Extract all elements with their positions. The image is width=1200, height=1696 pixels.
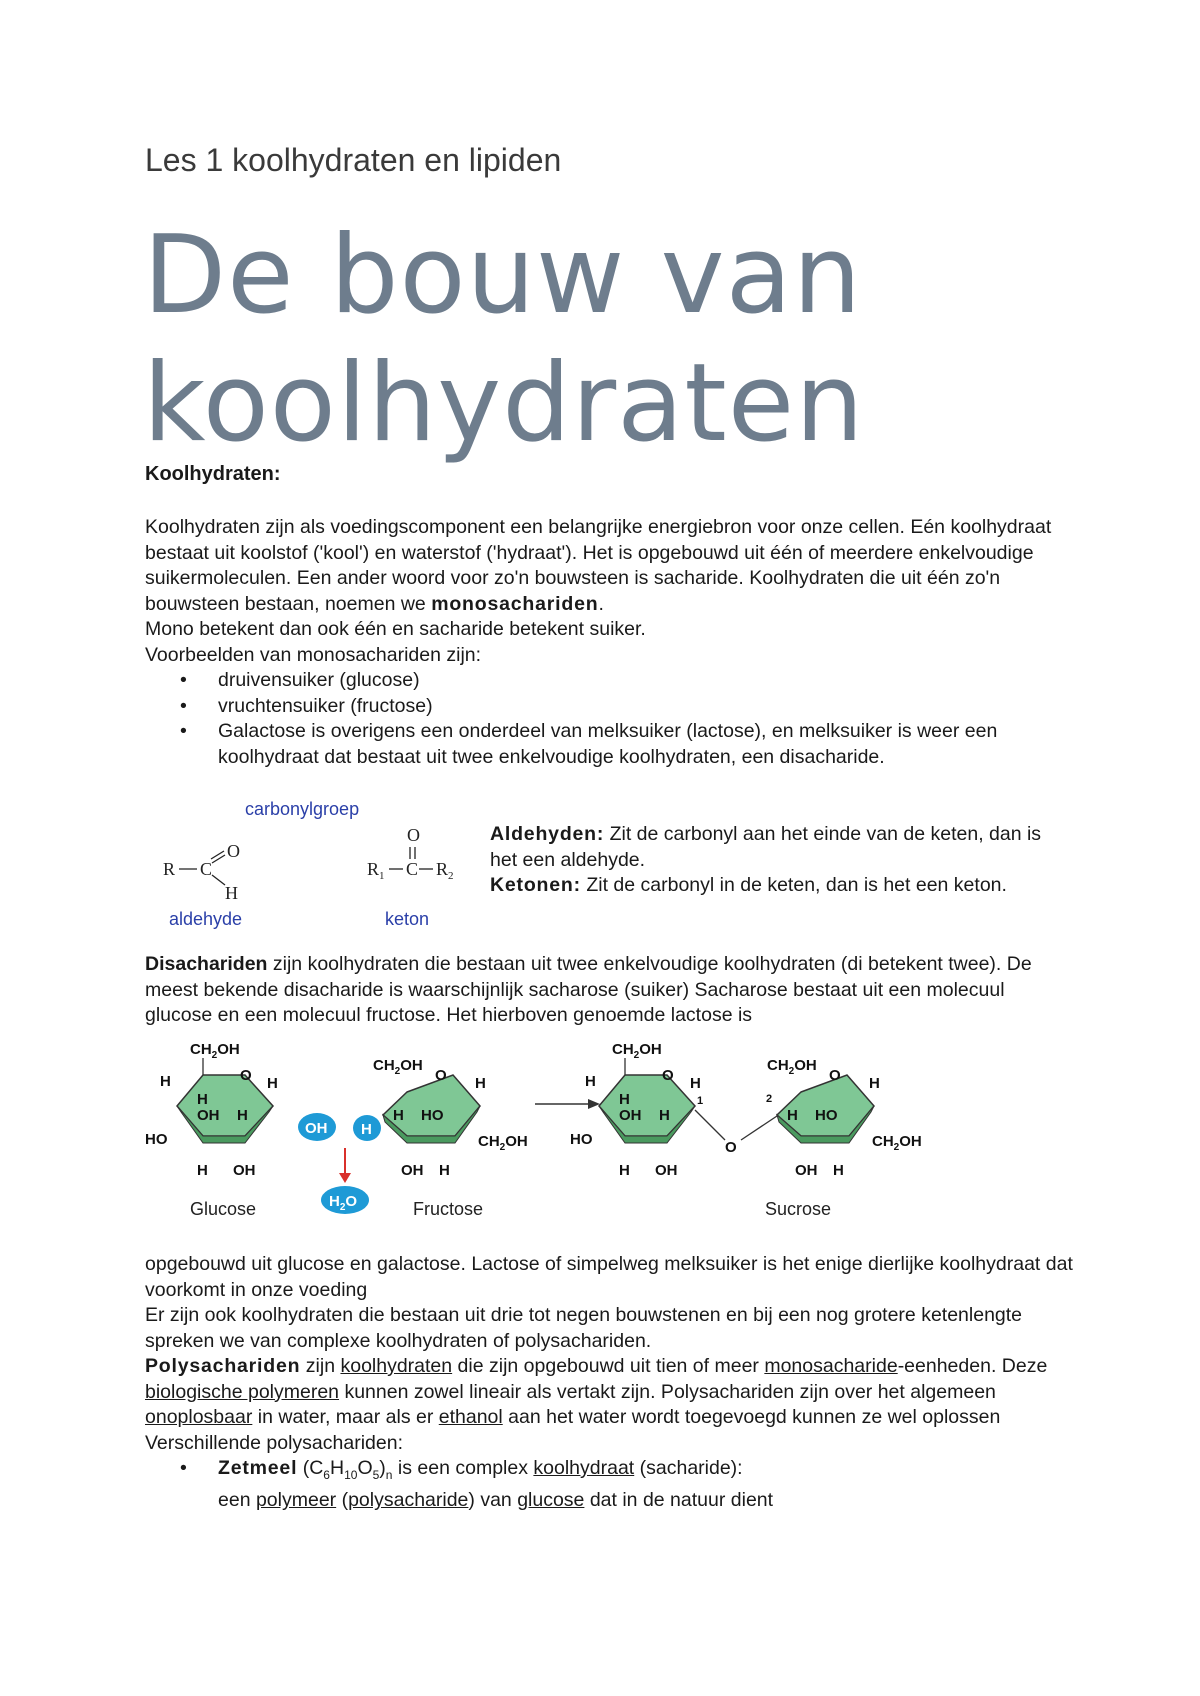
list-item: • Galactose is overigens een onderdeel van melksuiker (lactose), en melksuiker is weer een koolhydraat dat bestaat uit twee enkelvoudige koolhydraten, een disacharide. <box>145 719 1075 770</box>
page-title-line-1: De bouw van <box>143 213 863 338</box>
ketone-label: keton <box>385 909 430 929</box>
link-polymeer[interactable]: polymeer <box>255 1489 337 1512</box>
ketone-c: C <box>406 859 419 879</box>
ketone-definition <box>490 873 1070 899</box>
fructose-h: H <box>393 1107 404 1124</box>
list-item: • vruchtensuiker (fructose) <box>145 694 1075 720</box>
fructose-h: H <box>439 1162 450 1179</box>
glucose-oh: OH <box>233 1162 256 1179</box>
list-item: • druivensuiker (glucose) <box>145 668 1075 694</box>
sucrose-oh: OH <box>619 1107 642 1124</box>
fructose-molecule <box>373 1057 528 1219</box>
page-title-line-2: koolhydraten <box>143 341 865 466</box>
lesson-title: Les 1 koolhydraten en lipiden <box>145 142 562 178</box>
glucose-h: H <box>197 1091 208 1108</box>
intro-paragraph <box>145 515 1075 617</box>
zetmeel-term: Zetmeel <box>218 1457 298 1479</box>
oligosaccharide-paragraph: Er zijn ook koolhydraten die bestaan uit drie tot negen bouwstenen en bij een nog grotere ketenlengte spreken we van complexe koolhydraten of polysachariden. <box>145 1304 1023 1352</box>
polysachariden-term: Polysachariden <box>145 1355 301 1377</box>
sucrose-oh: OH <box>795 1162 818 1179</box>
intro-block <box>145 515 1075 770</box>
sucrose-h: H <box>833 1162 844 1179</box>
disachariden-term: Disachariden <box>145 953 268 975</box>
fructose-ch2oh: $CH_2OH$ <box>373 1057 423 1077</box>
monosachariden-term: monosachariden <box>431 592 599 615</box>
mono-meaning: Mono betekent dan ook één en sacharide betekent suiker. <box>145 618 646 640</box>
sucrose-ho: HO <box>570 1131 593 1148</box>
aldehyde-definition <box>490 822 1070 873</box>
glucose-h: H <box>237 1107 248 1124</box>
carbonyl-figure <box>145 795 485 935</box>
disaccharide-paragraph <box>145 952 1075 1029</box>
link-biologische-polymeren[interactable]: biologische polymeren <box>145 1380 340 1403</box>
glucose-ch2oh: $CH_2OH$ <box>190 1041 240 1061</box>
sucrose-h: H <box>869 1075 880 1092</box>
sucrose-molecule <box>570 1041 922 1219</box>
intro-text-end: . <box>598 592 604 615</box>
section-heading: Koolhydraten: <box>145 463 281 485</box>
h-badge-label: H <box>361 1121 372 1138</box>
aldehyde-c: C <box>200 859 213 879</box>
glucose-o: O <box>240 1067 252 1084</box>
fructose-oh: OH <box>401 1162 424 1179</box>
ketone-desc: Zit de carbonyl in de keten, dan is het een keton. <box>580 874 1007 896</box>
glycosidic-o: O <box>725 1139 737 1156</box>
fructose-label: Fructose <box>413 1199 484 1219</box>
glucose-h: H <box>267 1075 278 1092</box>
ketone-r2: $R_2$ <box>436 859 454 882</box>
polysaccharide-paragraph: Polysachariden zijn koolhydraten die zijn opgebouwd uit tien of meer monosacharide-eenheden. Deze biologische polymeren kunnen zowel lineair als vertakt zijn. Polysachariden zijn over het algemeen onoplosbaar in water, maar als er ethanol aan het water wordt toegevoegd kunnen ze wel oplossen <box>145 1355 1048 1428</box>
sucrose-oh: OH <box>655 1162 678 1179</box>
polysaccharide-list <box>145 1456 1075 1514</box>
aldehyde-o: O <box>227 841 240 861</box>
fructose-ho: HO <box>421 1107 444 1124</box>
polysaccharide-block <box>145 1252 1075 1514</box>
list-item: • Zetmeel $(C_6H_{10}O_5)_n$ is een complex koolhydraat (sacharide): een polymeer (polysacharide) van glucose dat in de natuur dient <box>145 1456 1075 1514</box>
sucrose-o: O <box>662 1067 674 1084</box>
aldehyde-term: Aldehyden: <box>490 823 605 845</box>
sucrose-ho: HO <box>815 1107 838 1124</box>
link-koolhydraat[interactable]: koolhydraat <box>533 1457 635 1479</box>
sucrose-h: H <box>585 1073 596 1090</box>
fructose-h: H <box>475 1075 486 1092</box>
ketone-r1: $R_1$ <box>367 859 385 882</box>
glucose-ho: HO <box>145 1131 168 1148</box>
link-polysacharide[interactable]: polysacharide <box>348 1489 469 1512</box>
arrow-down-icon <box>339 1173 351 1183</box>
arrow-right-icon <box>588 1099 600 1109</box>
water-badge-label: $H_2O$ <box>329 1193 358 1213</box>
glucose-h: H <box>197 1162 208 1179</box>
link-onoplosbaar[interactable]: onoplosbaar <box>145 1406 253 1428</box>
fructose-ch2oh: $CH_2OH$ <box>478 1133 528 1153</box>
glucose-label: Glucose <box>190 1199 257 1219</box>
aldehyde-r: R <box>163 859 176 879</box>
glucose-molecule <box>145 1041 278 1219</box>
sucrose-ch2oh: $CH_2OH$ <box>612 1041 662 1061</box>
link-number-1: 1 <box>697 1095 704 1107</box>
fructose-o: O <box>435 1067 447 1084</box>
examples-intro: Voorbeelden van monosachariden zijn: <box>145 643 482 666</box>
intro-text: Koolhydraten zijn als voedingscomponent een belangrijke energiebron voor onze cellen. Eén koolhydraat bestaat uit koolstof ('kool') en waterstof ('hydraat'). Het is opgebouwd uit één of meerdere enkelvoudige suikermoleculen. Een ander woord voor zo'n bouwsteen is sacharide. Koolhydraten die uit één zo'n bouwsteen bestaan, noemen we <box>145 516 1052 615</box>
sucrose-h: H <box>690 1075 701 1092</box>
sucrose-h: H <box>619 1091 630 1108</box>
lactose-paragraph: opgebouwd uit glucose en galactose. Lactose of simpelweg melksuiker is het enige dierlijke koolhydraat dat voorkomt in onze voeding <box>145 1253 1073 1301</box>
link-ethanol[interactable]: ethanol <box>438 1406 503 1428</box>
link-glucose[interactable]: glucose <box>517 1489 585 1512</box>
aldehyde-h: H <box>225 883 238 903</box>
aldehyde-label: aldehyde <box>169 909 243 929</box>
sucrose-reaction-figure <box>145 1040 1075 1240</box>
sucrose-label: Sucrose <box>765 1199 832 1219</box>
link-monosacharide[interactable]: monosacharide <box>764 1355 898 1377</box>
link-koolhydraten[interactable]: koolhydraten <box>340 1355 453 1377</box>
sucrose-o: O <box>829 1067 841 1084</box>
carbonyl-group-label: carbonylgroep <box>245 799 360 819</box>
sucrose-h: H <box>619 1162 630 1179</box>
sucrose-ch2oh: $CH_2OH$ <box>872 1133 922 1153</box>
aldehyde-desc: Zit de carbonyl aan het einde van de keten, dan is het een aldehyde. <box>490 823 1042 871</box>
mono-example-list <box>145 668 1075 770</box>
sucrose-h: H <box>659 1107 670 1124</box>
glucose-h: H <box>160 1073 171 1090</box>
carbonyl-explanation <box>490 822 1070 899</box>
oh-badge-label: OH <box>305 1120 328 1137</box>
polysaccharide-list-intro: Verschillende polysachariden: <box>145 1431 403 1454</box>
sucrose-ch2oh: $CH_2OH$ <box>767 1057 817 1077</box>
sucrose-h: H <box>787 1107 798 1124</box>
page-title <box>143 212 865 468</box>
ketone-o: O <box>407 825 420 845</box>
ketone-term: Ketonen: <box>490 874 581 896</box>
glucose-oh: OH <box>197 1107 220 1124</box>
link-number-2: 2 <box>766 1093 773 1105</box>
disaccharide-text: zijn koolhydraten die bestaan uit twee enkelvoudige koolhydraten (di betekent twee). De meest bekende disacharide is waarschijnlijk sacharose (suiker) Sacharose bestaat uit een molecuul glucose en een molecuul fructose. Het hierboven genoemde lactose is <box>145 953 1032 1026</box>
